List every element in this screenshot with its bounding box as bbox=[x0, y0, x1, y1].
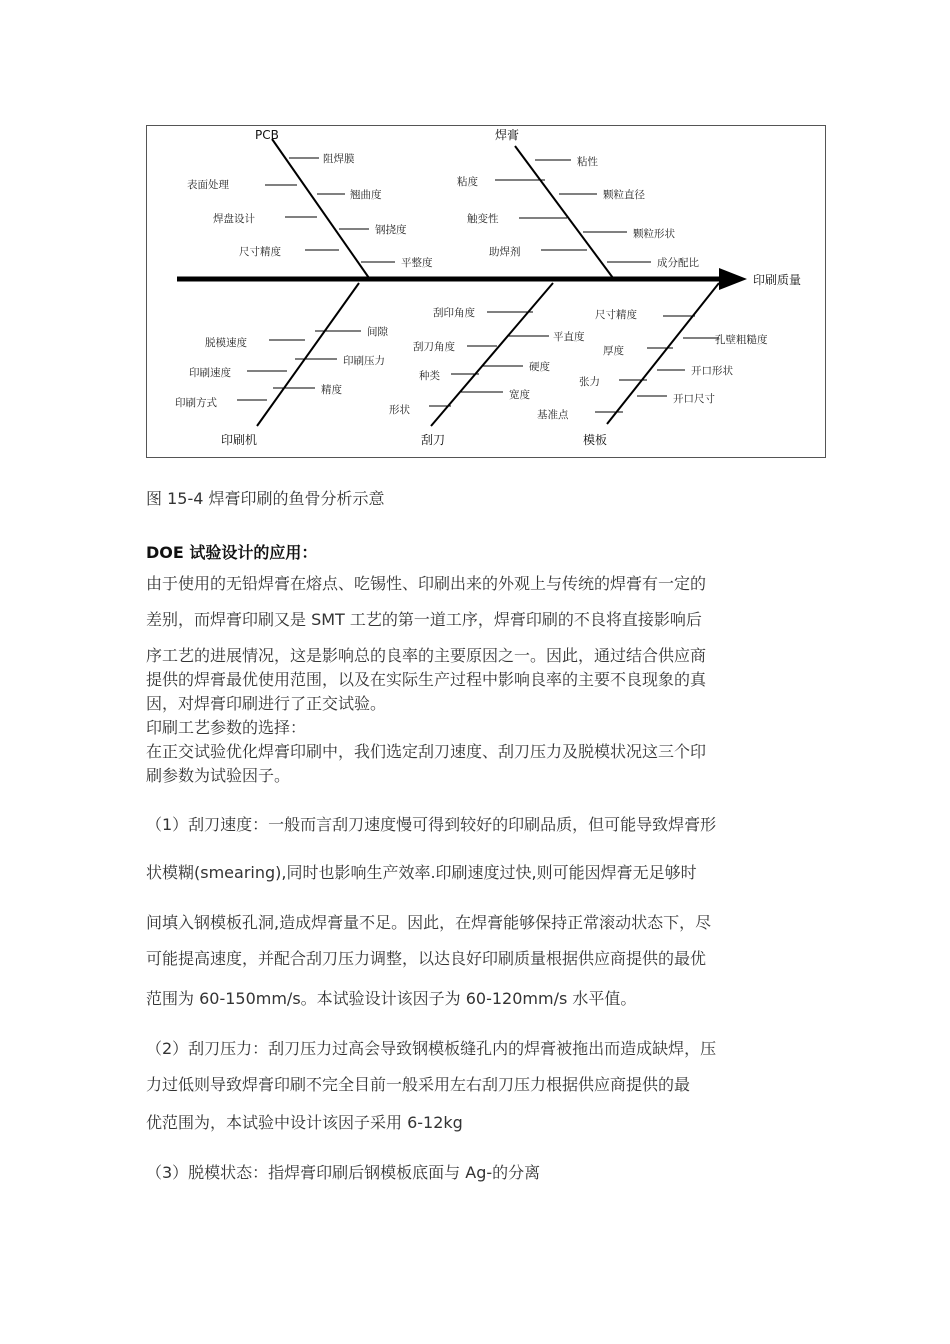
effect-label: 印刷质量 bbox=[753, 273, 802, 287]
squeegee-head-label: 刮刀 bbox=[421, 433, 446, 447]
section-heading: DOE 试验设计的应用： bbox=[146, 543, 318, 562]
printer-cause-right-2: 印刷压力 bbox=[343, 355, 385, 367]
paragraph-1-line: 因，对焊膏印刷进行了正交试验。 bbox=[146, 694, 387, 713]
squeegee-cause-right-2: 硬度 bbox=[529, 361, 550, 373]
paragraph-1-line: 印刷工艺参数的选择： bbox=[146, 718, 307, 737]
printer-cause-right-1: 间隙 bbox=[367, 326, 388, 338]
stencil-cause-left-2: 厚度 bbox=[603, 345, 624, 357]
paragraph-3-line: （2）刮刀压力：刮刀压力过高会导致钢模板缝孔内的焊膏被拖出而造成缺焊，压 bbox=[146, 1039, 717, 1058]
paste-cause-right-4: 成分配比 bbox=[657, 257, 699, 269]
stencil-cause-right-2: 开口形状 bbox=[691, 365, 733, 377]
pcb-cause-left-3: 尺寸精度 bbox=[239, 246, 281, 258]
squeegee-cause-right-1: 平直度 bbox=[553, 331, 585, 343]
squeegee-cause-left-1: 刮印角度 bbox=[433, 307, 475, 319]
paste-cause-left-1: 粘度 bbox=[457, 176, 478, 188]
paste-cause-left-2: 触变性 bbox=[467, 213, 499, 225]
stencil-cause-left-3: 张力 bbox=[579, 376, 600, 388]
stencil-cause-right-3: 开口尺寸 bbox=[673, 393, 715, 405]
stencil-cause-right-1: 孔壁粗糙度 bbox=[715, 334, 768, 346]
spine-arrowhead bbox=[719, 268, 747, 290]
paragraph-1-line: 提供的焊膏最优使用范围，以及在实际生产过程中影响良率的主要不良现象的真 bbox=[146, 670, 707, 689]
paragraph-2-line: 可能提高速度，并配合刮刀压力调整，以达良好印刷质量根据供应商提供的最优 bbox=[146, 949, 707, 968]
stencil-cause-left-1: 尺寸精度 bbox=[595, 309, 637, 321]
pcb-cause-left-1: 表面处理 bbox=[187, 179, 229, 191]
pcb-head-label: PCB bbox=[255, 128, 279, 142]
printer-head-label: 印刷机 bbox=[221, 433, 258, 447]
pcb-cause-right-3: 钢挠度 bbox=[375, 224, 407, 236]
fishbone-svg bbox=[147, 126, 827, 459]
printer-cause-left-1: 脱模速度 bbox=[205, 337, 247, 349]
pcb-cause-left-2: 焊盘设计 bbox=[213, 213, 255, 225]
paste-bone bbox=[515, 146, 613, 278]
paragraph-1-line: 由于使用的无铅焊膏在熔点、吃锡性、印刷出来的外观上与传统的焊膏有一定的 bbox=[146, 574, 707, 593]
squeegee-cause-right-3: 宽度 bbox=[509, 389, 530, 401]
paste-cause-right-3: 颗粒形状 bbox=[633, 228, 675, 240]
paragraph-1-line: 在正交试验优化焊膏印刷中，我们选定刮刀速度、刮刀压力及脱模状况这三个印 bbox=[146, 742, 707, 761]
squeegee-bone bbox=[431, 283, 553, 426]
paragraph-2-line: 范围为 60-150mm/s。本试验设计该因子为 60-120mm/s 水平值。 bbox=[146, 989, 637, 1008]
stencil-cause-left-4: 基准点 bbox=[537, 409, 569, 421]
paste-cause-right-1: 粘性 bbox=[577, 156, 598, 168]
paragraph-1 bbox=[146, 572, 826, 788]
figure-caption: 图 15-4 焊膏印刷的鱼骨分析示意 bbox=[146, 489, 385, 508]
paragraph-1-line: 差别，而焊膏印刷又是 SMT 工艺的第一道工序，焊膏印刷的不良将直接影响后 bbox=[146, 610, 702, 629]
printer-cause-left-2: 印刷速度 bbox=[189, 367, 231, 379]
squeegee-cause-left-3: 种类 bbox=[419, 370, 440, 382]
paste-cause-left-3: 助焊剂 bbox=[489, 246, 521, 258]
stencil-head-label: 模板 bbox=[583, 433, 608, 447]
paragraph-4: （3）脱模状态：指焊膏印刷后钢模板底面与 Ag-的分离 bbox=[146, 1163, 541, 1182]
fishbone-diagram bbox=[146, 125, 826, 458]
paragraph-2-line: （1）刮刀速度：一般而言刮刀速度慢可得到较好的印刷品质，但可能导致焊膏形 bbox=[146, 815, 717, 834]
paragraph-2-line: 间填入钢模板孔洞,造成焊膏量不足。因此，在焊膏能够保持正常滚动状态下，尽 bbox=[146, 913, 712, 932]
paragraph-1-line: 刷参数为试验因子。 bbox=[146, 766, 291, 785]
paste-cause-right-2: 颗粒直径 bbox=[603, 189, 645, 201]
paragraph-2-line: 状模糊(smearing),同时也影响生产效率.印刷速度过快,则可能因焊膏无足够时 bbox=[146, 863, 697, 882]
pcb-cause-right-4: 平整度 bbox=[401, 257, 433, 269]
squeegee-cause-left-4: 形状 bbox=[389, 404, 410, 416]
squeegee-cause-left-2: 刮刀角度 bbox=[413, 341, 455, 353]
paragraph-3-line: 优范围为，本试验中设计该因子采用 6-12kg bbox=[146, 1113, 463, 1132]
paragraph-3-line: 力过低则导致焊膏印刷不完全目前一般采用左右刮刀压力根据供应商提供的最 bbox=[146, 1075, 691, 1094]
paste-head-label: 焊膏 bbox=[495, 128, 520, 142]
pcb-cause-right-2: 翘曲度 bbox=[350, 189, 382, 201]
paragraph-1-line: 序工艺的进展情况，这是影响总的良率的主要原因之一。因此，通过结合供应商 bbox=[146, 646, 707, 665]
pcb-cause-right-1: 阻焊膜 bbox=[323, 153, 355, 165]
printer-cause-right-3: 精度 bbox=[321, 384, 342, 396]
printer-cause-left-3: 印刷方式 bbox=[175, 397, 217, 409]
